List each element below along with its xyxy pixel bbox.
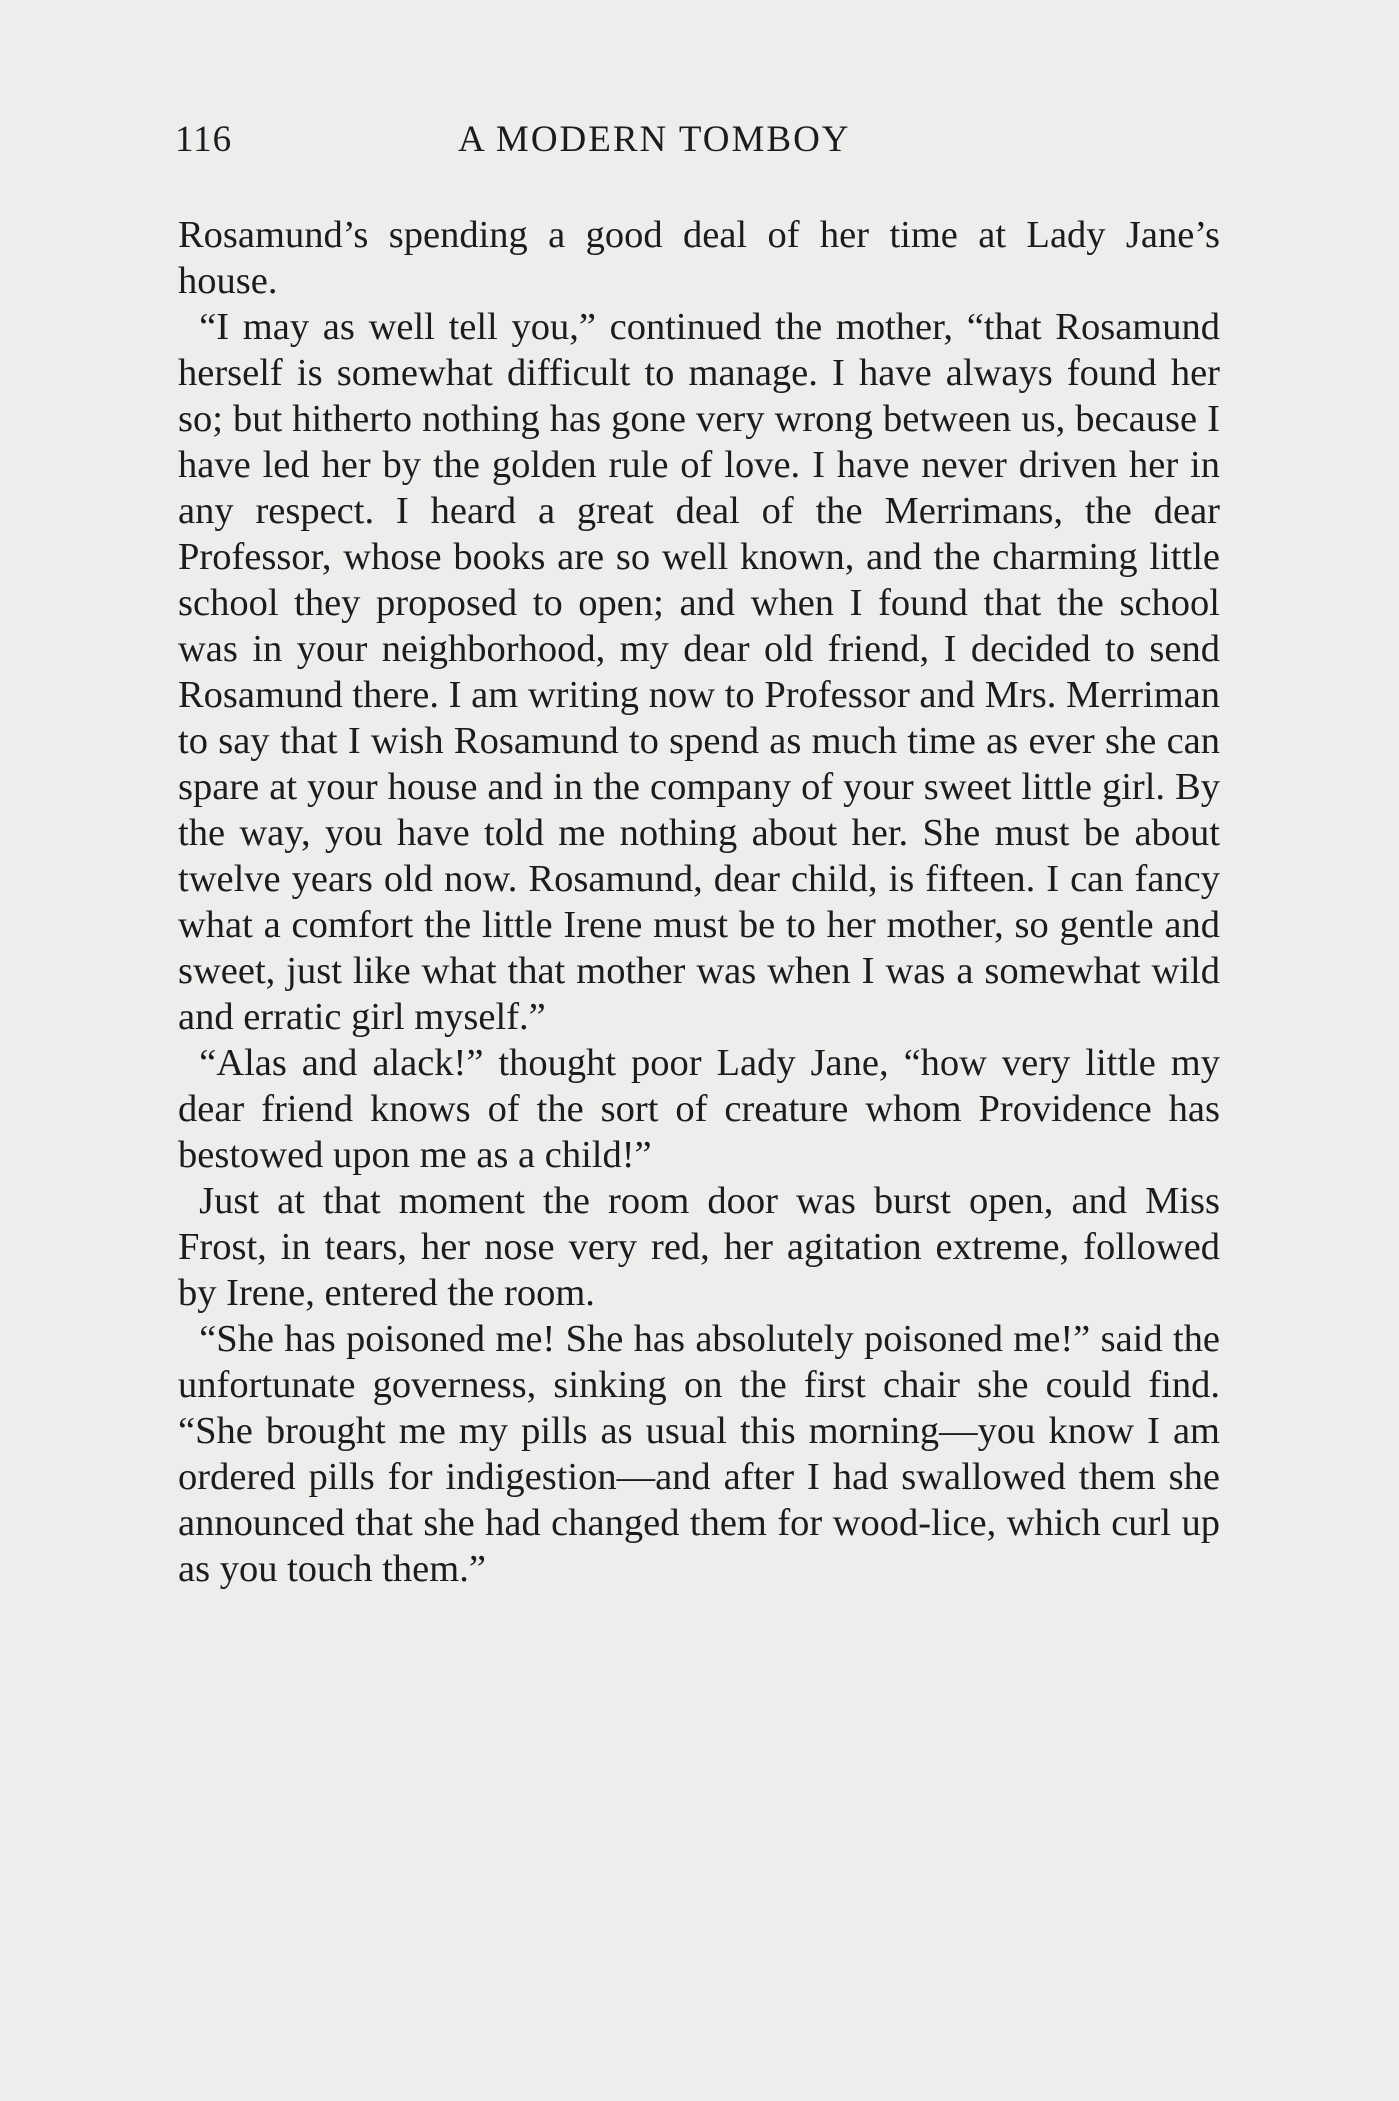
paragraph-continuation: Rosamund’s spending a good deal of her time at Lady Jane’s house.	[178, 214, 1220, 302]
paragraph: “She has poisoned me! She has absolutely poisoned me!” said the unfortunate governess, sinking on the first chair she could find. “She brought me my pills as usual this morning—you know I am ordered pills for indigestion—and after I had swallowed them she announced that she had changed them for wood-lice, which curl up as you touch them.”	[178, 1318, 1220, 1590]
running-head	[175, 118, 1225, 168]
body-text	[178, 212, 1220, 1592]
paragraph: “I may as well tell you,” continued the mother, “that Rosamund herself is somewhat difficult to manage. I have always found her so; but hitherto nothing has gone very wrong between us, because I have led her by the golden rule of love. I have never driven her in any respect. I heard a great deal of the Merrimans, the dear Professor, whose books are so well known, and the charming little school they proposed to open; and when I found that the school was in your neighborhood, my dear old friend, I decided to send Rosamund there. I am writing now to Professor and Mrs. Merriman to say that I wish Rosamund to spend as much time as ever she can spare at your house and in the company of your sweet little girl. By the way, you have told me nothing about her. She must be about twelve years old now. Rosamund, dear child, is fifteen. I can fancy what a comfort the little Irene must be to her mother, so gentle and sweet, just like what that mother was when I was a somewhat wild and erratic girl myself.”	[178, 306, 1220, 1038]
paragraph: Just at that moment the room door was burst open, and Miss Frost, in tears, her nose very red, her agitation extreme, followed by Irene, entered the room.	[178, 1180, 1220, 1314]
running-title: A MODERN TOMBOY	[458, 119, 851, 160]
page-number: 116	[175, 119, 233, 160]
paragraph: “Alas and alack!” thought poor Lady Jane, “how very little my dear friend knows of the sort of creature whom Providence has bestowed upon me as a child!”	[178, 1042, 1220, 1176]
